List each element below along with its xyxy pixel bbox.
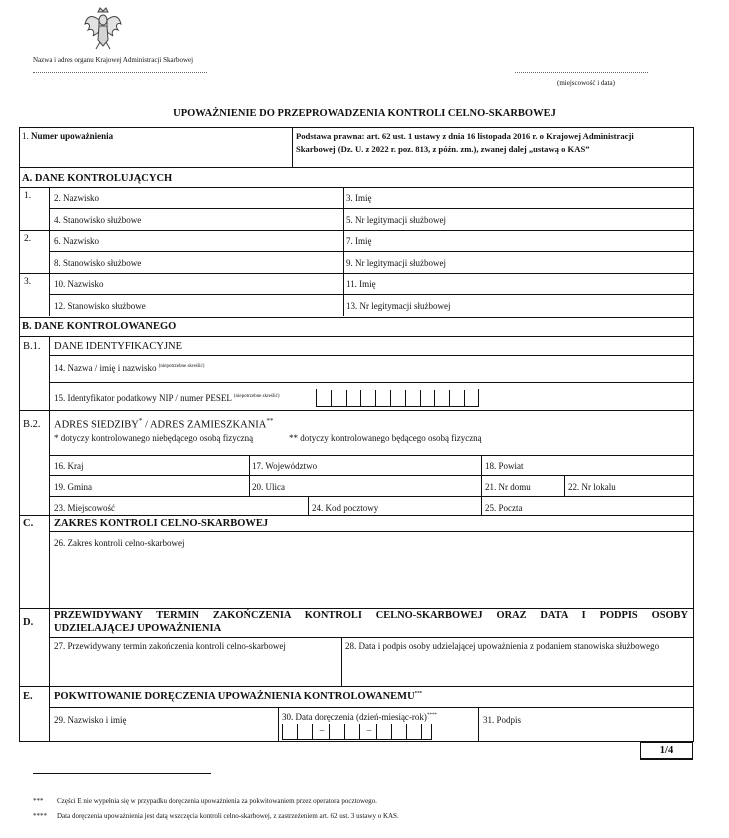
field-21-label: 21. Nr domu	[485, 482, 531, 492]
field-15-digit-boxes[interactable]	[316, 389, 479, 407]
digit-box-divider	[331, 390, 332, 407]
place-date-label: (miejscowość i data)	[557, 79, 615, 87]
digit-box-divider	[375, 390, 376, 407]
field-27-label: 27. Przewidywany termin zakończenia kontroli celno-skarbowej	[54, 641, 286, 651]
field-15-label: 15. Identyfikator podatkowy NIP / numer PESEL $^{(niepotrzebne skreślić)}$	[54, 393, 280, 403]
date-box-divider	[329, 724, 330, 740]
legal-basis-line2: Skarbowej (Dz. U. z 2022 r. poz. 813, z późn. zm.), zwanej dalej „ustawą o KAS”	[296, 144, 590, 154]
digit-box-divider	[464, 390, 465, 407]
footnote-1-text: Części E nie wypełnia się w przypadku doręczenia upoważnienia za pokwitowaniem przez operatora pocztowego.	[57, 797, 377, 805]
field-31-label: 31. Podpis	[483, 715, 522, 725]
field-26-input[interactable]	[50, 532, 693, 608]
section-e-title: POKWITOWANIE DORĘCZENIA UPOWAŻNIENIA KONTROLOWANEMU***	[54, 691, 423, 702]
section-e-number: E.	[23, 691, 33, 702]
field-19-label: 19. Gmina	[54, 482, 92, 492]
section-a-surname-label: 2. Nazwisko	[54, 193, 99, 203]
section-a-id-card-label: 13. Nr legitymacji służbowej	[346, 301, 451, 311]
field-14-label: 14. Nazwa / imię i nazwisko $^{(niepotrzebne skreślić)}$	[54, 363, 205, 373]
field-18-label: 18. Powiat	[485, 461, 524, 471]
b1-number: B.1.	[23, 341, 41, 352]
b2-note-non-natural: * dotyczy kontrolowanego niebędącego osobą fizyczną	[54, 433, 254, 443]
footnote-1-mark: ***	[33, 797, 44, 805]
section-a-row-number: 3.	[24, 277, 32, 287]
section-a-firstname-label: 3. Imię	[346, 193, 372, 203]
authority-name-label: Nazwa i adres organu Krajowej Administracji Skarbowej	[33, 56, 194, 64]
field-30-label: 30. Data doręczenia (dzień-miesiąc-rok)****	[282, 712, 437, 722]
section-a-title: A. DANE KONTROLUJĄCYCH	[22, 173, 173, 184]
section-a-position-label: 8. Stanowisko służbowe	[54, 258, 142, 268]
b2-note-natural: ** dotyczy kontrolowanego będącego osobą fizyczną	[289, 433, 482, 443]
digit-box-divider	[390, 390, 391, 407]
section-d-title-line2: UDZIELAJĄCEJ UPOWAŻNIENIA	[54, 623, 222, 634]
date-box-divider	[297, 724, 298, 740]
digit-box-divider	[360, 390, 361, 407]
date-box-divider	[312, 724, 313, 740]
section-a-firstname-label: 7. Imię	[346, 236, 372, 246]
field-30-date-boxes[interactable]	[282, 722, 431, 740]
legal-basis-line1: Podstawa prawna: art. 62 ust. 1 ustawy z dnia 16 listopada 2016 r. o Krajowej Administracji	[296, 131, 634, 141]
b2-number: B.2.	[23, 419, 41, 430]
section-b-title: B. DANE KONTROLOWANEGO	[22, 321, 177, 332]
field-28-label: 28. Data i podpis osoby udzielającej upoważnienia z podaniem stanowiska służbowego	[345, 641, 660, 651]
section-a-position-label: 4. Stanowisko służbowe	[54, 215, 142, 225]
footnote-2-text: Data doręczenia upoważnienia jest datą wszczęcia kontroli celno-skarbowej, z zastrzeżeniem art. 62 ust. 3 ustawy o KAS.	[57, 812, 399, 820]
field-1-label: 1. Numer upoważnienia	[22, 131, 114, 141]
field-14-input[interactable]	[50, 356, 693, 382]
date-box-divider	[359, 724, 360, 740]
field-23-label: 23. Miejscowość	[54, 503, 115, 513]
date-box-divider	[406, 724, 407, 740]
b2-title: ADRES SIEDZIBY* / ADRES ZAMIESZKANIA**	[54, 417, 274, 431]
section-a-surname-label: 10. Nazwisko	[54, 279, 104, 289]
date-box-divider	[391, 724, 392, 740]
field-26-label: 26. Zakres kontroli celno-skarbowej	[54, 538, 185, 548]
digit-box-divider	[449, 390, 450, 407]
date-box-divider	[282, 724, 283, 740]
section-a-id-card-label: 5. Nr legitymacji służbowej	[346, 215, 446, 225]
digit-box-divider	[420, 390, 421, 407]
polish-eagle-emblem-icon	[84, 6, 122, 50]
field-25-label: 25. Poczta	[485, 503, 523, 513]
page-number: 1/4	[659, 745, 674, 756]
date-separator: –	[366, 725, 372, 735]
footnote-2-mark: ****	[33, 812, 47, 820]
date-box-divider	[431, 724, 432, 740]
digit-box-divider	[405, 390, 406, 407]
document-title: UPOWAŻNIENIE DO PRZEPROWADZENIA KONTROLI CELNO-SKARBOWEJ	[173, 108, 556, 119]
authority-name-dotted-line[interactable]	[33, 66, 207, 73]
date-box-divider	[376, 724, 377, 740]
date-box-divider	[344, 724, 345, 740]
field-29-label: 29. Nazwisko i imię	[54, 715, 127, 725]
section-d-title-line1: PRZEWIDYWANY TERMIN ZAKOŃCZENIA KONTROLI CELNO-SKARBOWEJ ORAZ DATA I PODPIS OSOBY	[54, 610, 688, 621]
digit-box-divider	[346, 390, 347, 407]
field-16-label: 16. Kraj	[54, 461, 84, 471]
field-22-label: 22. Nr lokalu	[568, 482, 616, 492]
place-date-dotted-line[interactable]	[515, 66, 648, 73]
field-20-label: 20. Ulica	[252, 482, 285, 492]
field-17-label: 17. Województwo	[252, 461, 318, 471]
field-24-label: 24. Kod pocztowy	[312, 503, 379, 513]
section-a-position-label: 12. Stanowisko służbowe	[54, 301, 146, 311]
section-a-firstname-label: 11. Imię	[346, 279, 376, 289]
section-c-number: C.	[23, 518, 34, 529]
section-c-title: ZAKRES KONTROLI CELNO-SKARBOWEJ	[54, 518, 269, 529]
section-a-row-number: 2.	[24, 234, 32, 244]
b1-title: DANE IDENTYFIKACYJNE	[54, 341, 183, 352]
footnote-separator	[33, 773, 211, 774]
section-a-id-card-label: 9. Nr legitymacji służbowej	[346, 258, 446, 268]
digit-box-divider	[434, 390, 435, 407]
date-box-divider	[421, 724, 422, 740]
section-d-number: D.	[23, 617, 34, 628]
date-separator: –	[319, 725, 325, 735]
section-a-surname-label: 6. Nazwisko	[54, 236, 99, 246]
section-a-row-number: 1.	[24, 191, 32, 201]
